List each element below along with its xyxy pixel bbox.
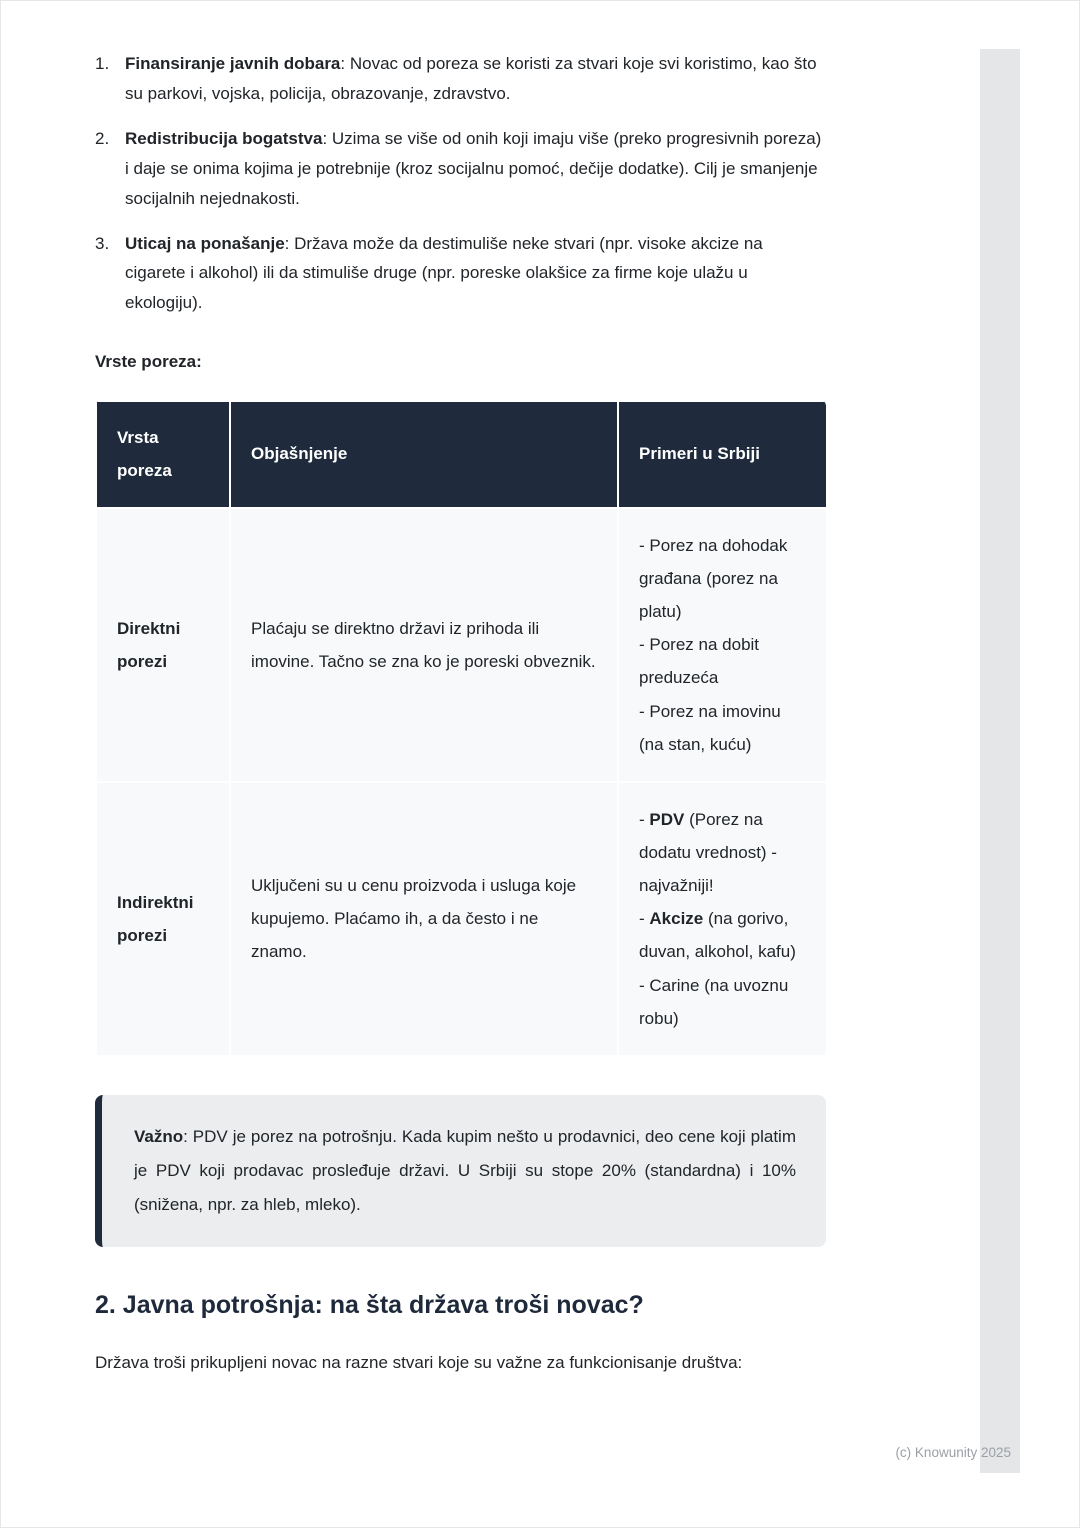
example-text: (Porez na dodatu vrednost) - najvažniji! — [639, 809, 777, 896]
list-number: 3. — [95, 233, 110, 253]
list-item-3 — [95, 229, 826, 319]
example-line — [639, 529, 806, 628]
tax-type-cell: Direktni porezi — [96, 508, 230, 782]
list-number: 2. — [95, 128, 110, 148]
examples-cell — [618, 508, 826, 782]
copyright-notice: (c) Knowunity 2025 — [895, 1445, 1011, 1460]
example-term: PDV — [649, 809, 685, 829]
example-text: Porez na dobit preduzeća — [639, 635, 760, 688]
explanation-cell: Uključeni su u cenu proizvoda i usluga koje kupujemo. Plaćamo ih, a da često i ne znamo. — [230, 782, 618, 1056]
example-text: (na gorivo, duvan, alkohol, kafu) — [639, 909, 796, 962]
table-header-vrsta-poreza: Vrsta poreza — [96, 401, 230, 508]
table-row-indirektni — [96, 782, 826, 1056]
important-callout — [95, 1095, 826, 1247]
table-header-objasnjenje: Objašnjenje — [230, 401, 618, 508]
tax-type-cell: Indirektni porezi — [96, 782, 230, 1056]
list-number: 1. — [95, 54, 110, 73]
example-dash: - — [639, 909, 650, 929]
list-description: : Uzima se više od onih koji imaju više (preko progresivnih poreza) i daje se onima kojima je potrebnije (kroz socijalnu pomoć, dečije dodatke). Cilj je smanjenje socijalnih nejednakosti. — [125, 128, 822, 208]
example-term: Akcize — [649, 909, 704, 929]
tax-types-table — [95, 400, 826, 1057]
callout-text — [134, 1120, 796, 1222]
examples-cell — [618, 782, 826, 1056]
list-description: : Država može da destimuliše neke stvari (npr. visoke akcize na cigarete i alkohol) ili da stimuliše druge (npr. poreske olakšice za firme koje ulažu u ekologiju). — [125, 233, 763, 313]
example-text: Porez na imovinu (na stan, kuću) — [639, 701, 781, 754]
scrollbar-track[interactable] — [980, 49, 1020, 1473]
example-text: Carine (na uvoznu robu) — [639, 975, 789, 1028]
list-term: Uticaj na ponašanje — [125, 233, 285, 253]
table-label: Vrste poreza: — [95, 352, 202, 372]
table — [95, 400, 826, 1057]
list-description: : Novac od poreza se koristi za stvari koje svi koristimo, kao što su parkovi, vojska, policija, obrazovanje, zdravstvo. — [125, 54, 817, 103]
tax-purposes-list — [95, 49, 826, 318]
list-item-1 — [95, 49, 826, 109]
example-line — [639, 902, 806, 968]
example-line — [639, 628, 806, 694]
callout-body: : PDV je porez na potrošnju. Kada kupim nešto u prodavnici, deo cene koji platim je PDV koji prodavac prosleđuje državi. U Srbiji su stope 20% (standardna) i 10% (snižena, npr. za hleb, mleko). — [134, 1126, 796, 1214]
document-content — [95, 49, 826, 1378]
list-term: Redistribucija bogatstva — [125, 128, 323, 148]
callout-label: Važno — [134, 1126, 184, 1146]
example-line — [639, 803, 806, 902]
section-intro: Država troši prikupljeni novac na razne stvari koje su važne za funkcionisanje društva: — [95, 1352, 743, 1372]
example-dash: - — [639, 701, 650, 721]
section-heading: 2. Javna potrošnja: na šta država troši novac? — [95, 1290, 644, 1319]
list-item-2 — [95, 124, 826, 214]
list-text — [125, 124, 826, 214]
table-row-direktni — [96, 508, 826, 782]
explanation-cell: Plaćaju se direktno državi iz prihoda ili imovine. Tačno se zna ko je poreski obveznik. — [230, 508, 618, 782]
list-text — [125, 49, 826, 109]
example-dash: - — [639, 635, 650, 655]
example-line — [639, 969, 806, 1035]
example-dash: - — [639, 809, 650, 829]
table-header-row — [96, 401, 826, 508]
list-text — [125, 229, 826, 319]
example-dash: - — [639, 535, 650, 555]
list-term: Finansiranje javnih dobara — [125, 54, 341, 73]
table-header-primeri: Primeri u Srbiji — [618, 401, 826, 508]
example-dash: - — [639, 975, 650, 995]
example-text: Porez na dohodak građana (porez na platu) — [639, 535, 788, 622]
example-line — [639, 695, 806, 761]
